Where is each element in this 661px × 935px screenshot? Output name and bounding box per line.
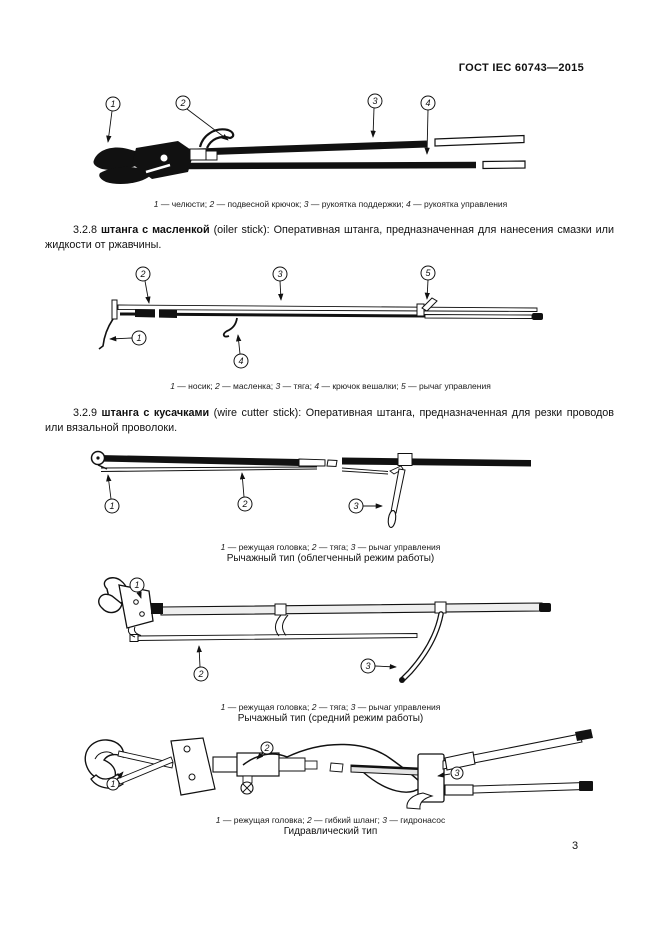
pull-tube bbox=[118, 305, 537, 312]
pole bbox=[161, 602, 551, 615]
figure-1-caption: 1 — челюсти; 2 — подвесной крючок; 3 — рукоятка поддержки; 4 — рукоятка управления bbox=[153, 199, 508, 209]
svg-text:3: 3 bbox=[454, 768, 460, 778]
callout-2 bbox=[136, 267, 150, 303]
callout-2 bbox=[238, 473, 252, 511]
figure-cutter-light-drawing bbox=[85, 443, 565, 541]
pole-left bbox=[99, 455, 337, 467]
figure-4-subcaption: Рычажный тип (средний режим работы) bbox=[237, 713, 424, 724]
figure-3-subcaption: Рычажный тип (облегченный режим работы) bbox=[226, 553, 435, 564]
figure-2-caption: 1 — носик; 2 — масленка; 3 — тяга; 4 — крючок вешалки; 5 — рычаг управления bbox=[170, 381, 491, 391]
control-lever bbox=[399, 614, 441, 683]
callout-2 bbox=[194, 646, 208, 681]
figure-3-caption: 1 — режущая головка; 2 — тяга; 3 — рычаг управления bbox=[220, 542, 441, 552]
callout-5 bbox=[421, 266, 435, 299]
svg-text:3: 3 bbox=[277, 269, 283, 279]
oiler-can bbox=[135, 309, 177, 318]
figure-5-subcaption: Гидравлический тип bbox=[283, 826, 378, 837]
svg-text:4: 4 bbox=[425, 98, 431, 108]
callout-4 bbox=[234, 335, 248, 368]
hanging-hook bbox=[200, 129, 233, 148]
figure-universal-stick-drawing bbox=[88, 92, 558, 192]
jaw-head bbox=[93, 141, 217, 184]
svg-text:1: 1 bbox=[110, 99, 116, 109]
cutting-head bbox=[92, 452, 108, 470]
figure-cutter-hydraulic-drawing bbox=[75, 727, 595, 813]
svg-text:1: 1 bbox=[110, 779, 116, 789]
control-pole bbox=[188, 161, 525, 169]
middle-pole bbox=[330, 763, 418, 775]
callout-1 bbox=[106, 97, 120, 142]
callout-3 bbox=[273, 267, 287, 300]
figure-cutter-medium-drawing bbox=[85, 573, 565, 695]
head-plate bbox=[171, 738, 215, 795]
figure-oiler-stick-drawing bbox=[85, 262, 565, 374]
hydraulic-pump bbox=[407, 729, 593, 809]
callout-1 bbox=[110, 331, 146, 345]
svg-text:1: 1 bbox=[109, 501, 115, 511]
linkage-arms bbox=[117, 751, 173, 784]
svg-text:1: 1 bbox=[136, 333, 142, 343]
svg-text:3: 3 bbox=[353, 501, 359, 511]
svg-text:4: 4 bbox=[238, 356, 244, 366]
svg-text:5: 5 bbox=[425, 268, 431, 278]
figure-4-caption: 1 — режущая головка; 2 — тяга; 3 — рычаг управления bbox=[220, 702, 441, 712]
svg-text:3: 3 bbox=[365, 661, 371, 671]
hydraulic-cylinder bbox=[213, 753, 317, 794]
callout-2 bbox=[176, 96, 228, 140]
document-header: ГОСТ IEC 60743—2015 bbox=[458, 62, 584, 74]
clause-3-2-8: 3.2.8 штанга с масленкой (oiler stick): Оперативная штанга, предназначенная для нанесения смазки или жидкости от ржавчины. bbox=[45, 224, 615, 251]
stick-rod bbox=[120, 313, 543, 320]
svg-text:1: 1 bbox=[134, 580, 140, 590]
callout-3 bbox=[361, 659, 396, 673]
mid-strap bbox=[275, 615, 288, 636]
pull-rod bbox=[101, 467, 388, 474]
pole-right bbox=[342, 458, 531, 467]
svg-text:3: 3 bbox=[372, 96, 378, 106]
hanger-hook bbox=[224, 318, 237, 337]
page-number: 3 bbox=[572, 840, 579, 852]
callout-3 bbox=[349, 499, 382, 513]
pull-rod bbox=[128, 627, 417, 642]
callout-1 bbox=[105, 475, 119, 513]
svg-text:2: 2 bbox=[198, 669, 204, 679]
svg-text:2: 2 bbox=[242, 499, 248, 509]
svg-text:2: 2 bbox=[140, 269, 146, 279]
svg-text:2: 2 bbox=[180, 98, 186, 108]
callout-3 bbox=[368, 94, 382, 137]
svg-text:2: 2 bbox=[264, 743, 270, 753]
clause-3-2-9: 3.2.9 штанга с кусачками (wire cutter stick): Оперативная штанга, предназначенная для резки проводов или вязальной проволоки. bbox=[45, 407, 614, 434]
figure-5-caption: 1 — режущая головка; 2 — гибкий шланг; 3 — гидронасос bbox=[215, 815, 446, 825]
nose-tip bbox=[99, 300, 117, 349]
